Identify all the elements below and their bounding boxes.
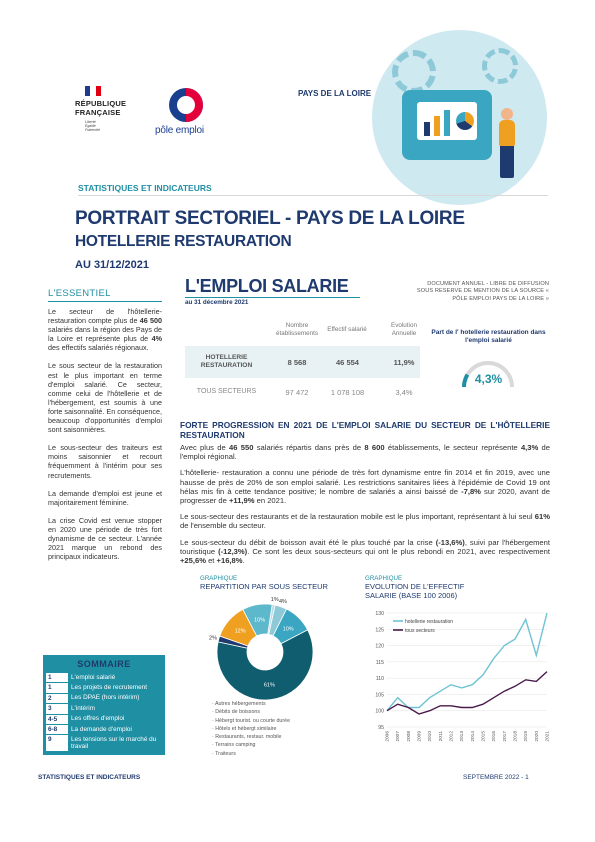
pie-chart-block xyxy=(200,575,350,775)
cell-eff: 1 078 108 xyxy=(330,388,365,397)
rf-motto2: Égalité xyxy=(85,124,96,128)
divider xyxy=(78,195,548,196)
y-tick-label: 130 xyxy=(375,611,384,617)
legend-item: · Hébergt tourist. ou courte durée xyxy=(212,717,291,724)
pie-data-label: 1% xyxy=(270,597,279,603)
line-chart-title: EVOLUTION DE L'EFFECTIF SALARIE (BASE 100 2006) xyxy=(365,582,465,600)
x-tick-label: 2011 xyxy=(438,731,444,742)
legend-item: · Restaurants, restaur. mobile xyxy=(212,734,282,741)
legend-item: · Hôtels et hébergt similaire xyxy=(212,725,277,732)
graph-kicker: GRAPHIQUE xyxy=(365,575,403,582)
legend-item: · Traiteurs xyxy=(212,750,236,757)
hero-illustration xyxy=(372,30,547,205)
divider xyxy=(185,297,360,298)
x-tick-label: 2019 xyxy=(524,731,530,742)
col-header: Nombre établissements xyxy=(276,322,318,337)
x-tick-label: 2010 xyxy=(428,731,434,742)
legend-label: tous secteurs xyxy=(405,627,435,634)
sommaire-item[interactable]: 3 L'intérim xyxy=(48,704,95,713)
rf-motto3: Fraternité xyxy=(85,128,100,132)
sommaire-item[interactable]: 4-5 Les offres d'emploi xyxy=(48,715,125,723)
sommaire-item[interactable]: 1 L'emploi salarié xyxy=(48,674,116,681)
y-tick-label: 100 xyxy=(375,708,384,715)
y-tick-label: 95 xyxy=(378,725,384,731)
x-tick-label: 2007 xyxy=(396,731,402,742)
pie-data-label: 61% xyxy=(263,682,275,689)
x-tick-label: 2014 xyxy=(470,731,476,742)
x-tick-label: 2008 xyxy=(406,731,412,742)
gear-icon xyxy=(482,48,518,84)
page-subtitle: HOTELLERIE RESTAURATION xyxy=(75,233,292,250)
pie-data-label: 4% xyxy=(278,599,287,606)
footer-label: STATISTIQUES ET INDICATEURS xyxy=(38,774,141,781)
graph-kicker: GRAPHIQUE xyxy=(200,575,238,582)
x-tick-label: 2021 xyxy=(545,731,551,742)
pie-chart-icon xyxy=(456,112,474,130)
divider xyxy=(48,301,162,302)
sommaire-heading: SOMMAIRE xyxy=(77,659,131,669)
emploi-date: au 31 décembre 2021 xyxy=(185,299,249,306)
row-label: TOUS SECTEURS xyxy=(196,388,257,395)
pole-emploi-mark-icon xyxy=(169,88,203,122)
legend-item: · Terrains camping xyxy=(212,742,256,749)
body-paragraph: L'hôtellerie- restauration a connu une période de très fort dynamisme entre fin 2014 et fin 2019, avec une hausse de près de 20% de son emploi salarié. Les restrictions sanitaires liées à l'épidémie de Covid 19 ont hélas mis fin à cette tendance positive; le nombre de salariés a ainsi baissé de -7,8% sur 2020, avant de progresser de +11,9% en 2021. xyxy=(180,468,550,506)
x-tick-label: 2016 xyxy=(492,731,498,742)
pie-data-label: 10% xyxy=(282,626,294,633)
cell-etab: 97 472 xyxy=(285,388,309,397)
sommaire-item[interactable]: 6-8 La demande d'emploi xyxy=(48,725,132,734)
page-title: PORTRAIT SECTORIEL - PAYS DE LA LOIRE xyxy=(75,208,465,229)
row-label: HOTELLERIE RESTAURATION xyxy=(200,354,253,369)
pie-data-label: 2% xyxy=(209,635,218,642)
sommaire-list xyxy=(46,673,164,752)
region-label: PAYS DE LA LOIRE xyxy=(298,89,372,98)
essentiel-paragraph: La crise Covid est venue stopper en 2020 une période de très fort dynamisme de ce secteur. L'année 2021 marque un rebond des principaux indicateurs. xyxy=(48,515,162,562)
y-tick-label: 105 xyxy=(375,692,384,699)
x-tick-label: 2015 xyxy=(481,731,487,742)
cell-evol: 3,4% xyxy=(395,388,413,397)
rf-motto1: Liberté xyxy=(85,120,96,124)
cell-eff: 46 554 xyxy=(336,358,359,367)
republique-francaise-logo xyxy=(75,86,145,156)
sommaire-item[interactable]: 2 Les DPAE (hors intérim) xyxy=(48,694,140,702)
essentiel-paragraph: Le secteur de l'hôtellerie-restauration compte plus de 46 500 salariés dans la région des Pays de la Loire et représente plus de 4% des effectifs salariés régionaux. xyxy=(48,307,162,353)
x-tick-label: 2009 xyxy=(417,731,423,742)
pie-data-label: 10% xyxy=(254,617,266,624)
gear-icon xyxy=(392,50,436,94)
pole-emploi-logo xyxy=(155,88,235,148)
y-tick-label: 110 xyxy=(375,676,384,683)
y-tick-label: 125 xyxy=(375,627,384,634)
col-header: Effectif salarié xyxy=(327,326,367,333)
essentiel-paragraph: La demande d'emploi est jeune et majoritairement féminine. xyxy=(48,488,162,507)
x-tick-label: 2020 xyxy=(534,731,540,742)
essentiel-heading: L'ESSENTIEL xyxy=(48,288,111,299)
cell-etab: 8 568 xyxy=(287,358,307,367)
legend-item: · Autres hébergements xyxy=(212,701,266,707)
body-paragraph: Le sous-secteur des restaurants et de la restauration mobile est le plus important, représentant à lui seul 61% de l'ensemble du secteur. xyxy=(180,512,550,531)
x-tick-label: 2017 xyxy=(502,731,508,742)
pie-chart xyxy=(200,597,350,702)
body-paragraph: Avec plus de 46 550 salariés répartis dans près de 8 600 établissements, le secteur représente 4,3% de l'emploi régional. xyxy=(180,443,551,462)
pie-legend xyxy=(212,700,352,758)
cell-evol: 11,9% xyxy=(393,358,415,367)
sommaire-item[interactable]: 9 Les tensions sur le marché du travail xyxy=(48,735,157,751)
document-note: DOCUMENT ANNUEL - LIBRE DE DIFFUSION SOUS RESERVE DE MENTION DE LA SOURCE « PÔLE EMPLOI PAYS DE LA LOIRE » xyxy=(416,281,549,302)
page-date: AU 31/12/2021 xyxy=(75,259,149,271)
share-title: Part de l' hotellerie restauration dans l'emploi salarié xyxy=(431,329,546,344)
x-tick-label: 2013 xyxy=(460,731,466,742)
pie-data-label: 12% xyxy=(234,628,246,635)
rf-line1: RÉPUBLIQUE xyxy=(75,99,127,108)
essentiel-paragraph: Le sous secteur de la restauration est le plus important en terme d'emploi salarié. Ce secteur, comme celui de l'hôtellerie et de l'hébergement, est soumis à une forte saisonnalité. En conséquence, beaucoup d'opportunités d'emploi sont saisonnières. xyxy=(48,361,162,435)
x-tick-label: 2018 xyxy=(513,731,519,742)
rf-line2: FRANÇAISE xyxy=(75,108,121,117)
sommaire-item[interactable]: 1 Les projets de recrutement xyxy=(48,683,148,692)
x-tick-label: 2012 xyxy=(449,731,455,742)
share-value: 4,3% xyxy=(474,372,503,386)
french-flag-icon xyxy=(85,86,101,96)
footer-page: SEPTEMBRE 2022 - 1 xyxy=(463,774,529,781)
section-body xyxy=(180,443,550,572)
y-tick-label: 115 xyxy=(375,659,384,666)
emploi-heading: L'EMPLOI SALARIE xyxy=(185,276,349,296)
col-header: Evolution Annuelle xyxy=(391,322,417,337)
legend-item: · Débits de boissons xyxy=(212,709,260,716)
legend-label: hotellerie restauration xyxy=(405,618,454,625)
line-chart-block xyxy=(365,575,555,775)
stats-indicators-label: STATISTIQUES ET INDICATEURS xyxy=(78,183,212,193)
section-heading: FORTE PROGRESSION EN 2021 DE L'EMPLOI SALARIE DU SECTEUR DE L'HÔTELLERIE RESTAURATION xyxy=(180,420,550,440)
pole-emploi-wordmark: pôle emploi xyxy=(155,125,204,136)
essentiel-paragraph: Le sous-secteur des traiteurs est moins saisonnier et recourt fréquemment à l'intérim pour ses recrutements. xyxy=(48,443,162,480)
line-chart xyxy=(365,609,555,769)
body-paragraph: Le sous-secteur du débit de boisson avait été le plus touché par la crise (-13,6%), suivi par l'hébergement touristique (-12,3%). Ce sont les deux sous-secteurs qui ont le plus rebondi en 2021, avec respectivement +25,6% et +16,8%. xyxy=(180,537,550,566)
pie-chart-title: REPARTITION PAR SOUS SECTEUR xyxy=(200,582,328,591)
essentiel-text xyxy=(48,307,162,570)
sommaire-box xyxy=(43,655,165,755)
y-tick-label: 120 xyxy=(375,643,384,650)
x-tick-label: 2006 xyxy=(385,731,391,742)
share-gauge xyxy=(430,325,547,387)
